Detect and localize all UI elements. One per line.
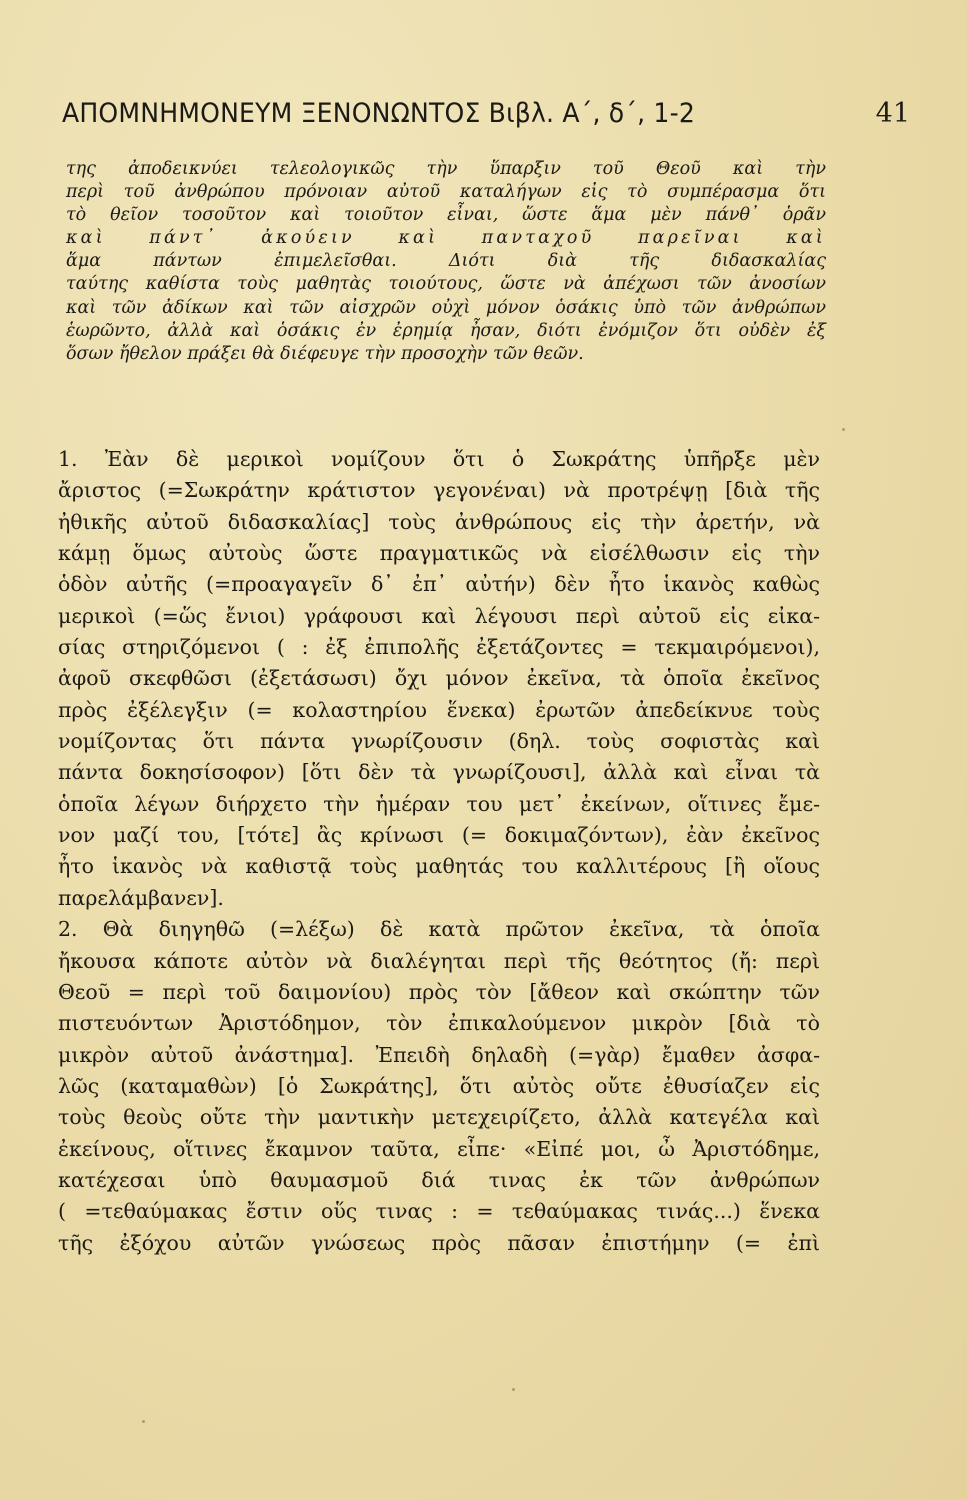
note-line: της ἀποδεικνύει τελεολογικῶς τὴν ὕπαρξιν τοῦ Θεοῦ καὶ τὴν <box>66 159 826 179</box>
paragraph-1-line: ἄριστος (=Σωκράτην κράτιστον γεγονέναι) νὰ προτρέψῃ [διὰ τῆς <box>58 478 820 503</box>
note-line: τὸ θεῖον τοσοῦτον καὶ τοιοῦτον εἶναι, ὥστε ἅμα μὲν πάνθ᾽ ὁρᾶν <box>66 205 826 226</box>
commentary-note <box>66 158 826 366</box>
paragraph-2-line: ἐκείνους, οἵτινες ἔκαμνον ταῦτα, εἶπε· «Εἰπέ μοι, ὦ Ἀριστόδημε, <box>58 1136 820 1161</box>
paragraph-2-line: κατέχεσαι ὑπὸ θαυμασμοῦ διά τινας ἐκ τῶν ἀνθρώπων <box>58 1167 820 1192</box>
paragraph-1-line: κάμῃ ὅμως αὐτοὺς ὥστε πραγματικῶς νὰ εἰσέλθωσιν εἰς τὴν <box>58 541 820 566</box>
note-line: καὶ πάντ᾽ ἀκούειν καὶ πανταχοῦ παρεῖναι καὶ <box>66 228 826 249</box>
paragraph-1-line: ὁποῖα λέγων διήρχετο τὴν ἡμέραν του μετ᾽ ἐκείνων, οἵτινες ἔμε- <box>58 791 820 816</box>
note-line: ἅμα πάντων ἐπιμελεῖσθαι. Διότι διὰ τῆς διδασκαλίας <box>66 251 826 272</box>
paper-speck <box>842 428 845 431</box>
paragraph-1-line: πρὸς ἐξέλεγξιν (= κολαστηρίου ἕνεκα) ἐρωτῶν ἀπεδείκνυε τοὺς <box>58 697 820 722</box>
page-number: 41 <box>875 98 910 129</box>
running-header <box>62 94 910 138</box>
paragraph-2-line: πιστευόντων Ἀριστόδημον, τὸν ἐπικαλούμενον μικρὸν [διὰ τὸ <box>58 1011 820 1036</box>
paragraph-1-line: παρελάμβανεν]. <box>58 885 224 910</box>
paragraph-1-line: ἠθικῆς αὐτοῦ διδασκαλίας] τοὺς ἀνθρώπους εἰς τὴν ἀρετήν, νὰ <box>58 509 820 534</box>
paragraph-2-line: ( =τεθαύμακας ἔστιν οὕς τινας : = τεθαύμακας τινάς...) ἕνεκα <box>58 1199 820 1224</box>
note-line: καὶ τῶν ἀδίκων καὶ τῶν αἰσχρῶν οὐχὶ μόνον ὁσάκις ὑπὸ τῶν ἀνθρώπων <box>66 297 826 318</box>
paragraph-1-line: μερικοὶ (=ὥς ἔνιοι) γράφουσι καὶ λέγουσι περὶ αὐτοῦ εἰς εἰκα- <box>58 603 820 628</box>
note-line: ἑωρῶντο, ἀλλὰ καὶ ὁσάκις ἐν ἐρημίᾳ ἦσαν, διότι ἐνόμιζον ὅτι οὐδὲν ἐξ <box>66 320 826 341</box>
translation-text <box>58 444 820 1259</box>
paper-speck <box>142 1420 145 1423</box>
running-title: ΑΠΟΜΝΗΜΟΝΕΥΜ ΞΕΝΟΝΩΝΤΟΣ Βιβλ. Α΄, δ΄, 1-2 <box>62 98 695 129</box>
paper-speck <box>512 1388 515 1391</box>
paragraph-2-line: Θεοῦ = περὶ τοῦ δαιμονίου) πρὸς τὸν [ἄθεον καὶ σκώπτην τῶν <box>58 979 820 1004</box>
paragraph-1-line: ὁδὸν αὐτῆς (=προαγαγεῖν δ᾽ ἐπ᾽ αὐτήν) δὲν ἦτο ἱκανὸς καθὼς <box>58 572 820 597</box>
paragraph-1-line: νομίζοντας ὅτι πάντα γνωρίζουσιν (δηλ. τοὺς σοφιστὰς καὶ <box>58 729 820 754</box>
paragraph-1-line: ἦτο ἱκανὸς νὰ καθιστᾷ τοὺς μαθητάς του καλλιτέρους [ἢ οἵους <box>58 854 820 879</box>
paragraph-1-line: 1. Ἐὰν δὲ μερικοὶ νομίζουν ὅτι ὁ Σωκράτης ὑπῆρξε μὲν <box>58 447 820 471</box>
note-line: ὅσων ἤθελον πράξει θὰ διέφευγε τὴν προσοχὴν τῶν θεῶν. <box>66 343 584 364</box>
paragraph-2-line: λῶς (καταμαθὼν) [ὁ Σωκράτης], ὅτι αὐτὸς οὔτε ἐθυσίαζεν εἰς <box>58 1073 820 1098</box>
paragraph-2-line: μικρὸν αὐτοῦ ἀνάστημα]. Ἐπειδὴ δηλαδὴ (=γὰρ) ἔμαθεν ἀσφα- <box>58 1042 820 1067</box>
paragraph-1-line: πάντα δοκησίσοφον) [ὅτι δὲν τὰ γνωρίζουσι], ἀλλὰ καὶ εἶναι τὰ <box>58 760 820 785</box>
paragraph-1-line: νον μαζί του, [τότε] ἂς κρίνωσι (= δοκιμαζόντων), ἐὰν ἐκεῖνος <box>58 823 820 848</box>
note-line: ταύτης καθίστα τοὺς μαθητὰς τοιούτους, ὥστε νὰ ἀπέχωσι τῶν ἀνοσίων <box>66 274 826 295</box>
paragraph-2-line: 2. Θὰ διηγηθῶ (=λέξω) δὲ κατὰ πρῶτον ἐκεῖνα, τὰ ὁποῖα <box>58 917 820 942</box>
note-line: περὶ τοῦ ἀνθρώπου πρόνοιαν αὐτοῦ καταλήγων εἰς τὸ συμπέρασμα ὅτι <box>66 182 826 203</box>
paragraph-1-line: σίας στηριζόμενοι ( : ἐξ ἐπιπολῆς ἐξετάζοντες = τεκμαιρόμενοι), <box>58 635 820 660</box>
paragraph-2-line: τῆς ἐξόχου αὐτῶν γνώσεως πρὸς πᾶσαν ἐπιστήμην (= ἐπὶ <box>58 1230 820 1255</box>
paragraph-2-line: ἤκουσα κάποτε αὐτὸν νὰ διαλέγηται περὶ τῆς θεότητος (ἤ: περὶ <box>58 948 820 973</box>
paragraph-2-line: τοὺς θεοὺς οὔτε τὴν μαντικὴν μετεχειρίζετο, ἀλλὰ κατεγέλα καὶ <box>58 1105 820 1130</box>
paragraph-1-line: ἀφοῦ σκεφθῶσι (ἐξετάσωσι) ὄχι μόνον ἐκεῖνα, τὰ ὁποῖα ἐκεῖνος <box>58 666 820 691</box>
